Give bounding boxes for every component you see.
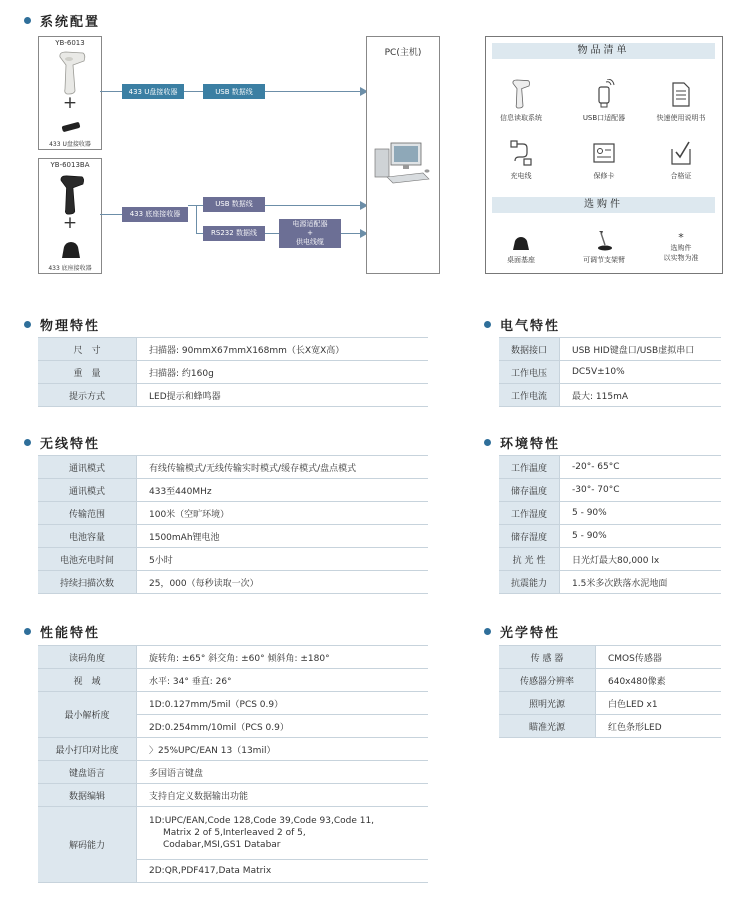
note-star: * xyxy=(678,231,684,244)
warranty-card-icon xyxy=(592,139,616,167)
note-line-2: 以实物为准 xyxy=(663,254,699,262)
charging-base-image xyxy=(59,239,83,259)
electrical-table xyxy=(499,337,721,407)
table-row: 解码能力 1D:UPC/EAN,Code 128,Code 39,Code 93,Code 11, Matrix 2 of 5,Interleaved 2 of 5, Codabar,MSI,GS1 Databar xyxy=(38,807,428,860)
power-line-2: 供电线缆 xyxy=(296,238,324,246)
cable-icon xyxy=(509,139,533,167)
scanner-dark-image xyxy=(57,175,87,215)
manual-icon xyxy=(670,79,692,109)
bullet-dot xyxy=(24,17,31,24)
line-mid xyxy=(100,214,122,215)
tag-rs232-cable: RS232 数据线 xyxy=(203,226,265,241)
section-title-environment: 环境特性 xyxy=(484,433,560,452)
bullet-dot xyxy=(484,628,491,635)
plus-sign-1: + xyxy=(62,93,78,113)
table-row: 瞄准光源 红色条形LED xyxy=(499,715,721,738)
inventory-item-scanner: 信息读取系统 xyxy=(486,79,556,123)
bullet-dot xyxy=(484,321,491,328)
table-row: 抗 光 性 日光灯最大80,000 lx xyxy=(499,548,721,571)
computer-icon xyxy=(373,141,433,187)
table-row: 2D:QR,PDF417,Data Matrix xyxy=(38,860,428,883)
pc-host-box xyxy=(366,36,440,274)
base-caption: 433 底座接收器 xyxy=(48,265,92,272)
decode-1d-cell xyxy=(137,807,429,860)
note-line-1: 选购件 xyxy=(670,244,692,252)
decode-1d-line-1: 1D:UPC/EAN,Code 128,Code 39,Code 93,Code 11, xyxy=(149,816,375,826)
table-row: 读码角度 旋转角: ±65° 斜交角: ±60° 倾斜角: ±180° xyxy=(38,646,428,669)
table-row: 工作电压 DC5V±10% xyxy=(499,361,721,384)
section-title-physical: 物理特性 xyxy=(24,315,100,334)
line-split xyxy=(196,205,197,234)
table-row: 数据编辑 支持自定义数据输出功能 xyxy=(38,784,428,807)
environment-table xyxy=(499,455,721,594)
inventory-item-manual: 快速使用说明书 xyxy=(646,79,716,123)
table-row: 工作温度 -20°- 65°C xyxy=(499,456,721,479)
table-row: 工作湿度 5 - 90% xyxy=(499,502,721,525)
table-row: 储存湿度 5 - 90% xyxy=(499,525,721,548)
usb-adapter-icon xyxy=(593,79,615,109)
table-row: 储存温度 -30°- 70°C xyxy=(499,479,721,502)
inventory-item-charging-cable: 充电线 xyxy=(486,139,556,181)
table-row: 传感器分辨率 640x480像素 xyxy=(499,669,721,692)
bullet-dot xyxy=(24,439,31,446)
stand-arm-icon xyxy=(593,229,615,251)
table-row: 工作电流 最大: 115mA xyxy=(499,384,721,407)
table-row: 数据接口 USB HID键盘口/USB虚拟串口 xyxy=(499,338,721,361)
dongle-caption: 433 U盘接收器 xyxy=(49,141,91,148)
tag-usb-cable-2: USB 数据线 xyxy=(203,197,265,212)
table-row: 电池容量 1500mAh锂电池 xyxy=(38,525,428,548)
physical-table xyxy=(38,337,428,407)
table-row: 照明光源 白色LED x1 xyxy=(499,692,721,715)
power-plus: + xyxy=(307,229,313,237)
bullet-dot xyxy=(24,628,31,635)
table-row: 通讯模式 有线传输模式/无线传输实时模式/缓存模式/盘点模式 xyxy=(38,456,428,479)
table-row: 键盘语言 多国语言键盘 xyxy=(38,761,428,784)
section-title-optical: 光学特性 xyxy=(484,622,560,641)
section-title-electrical: 电气特性 xyxy=(484,315,560,334)
bullet-dot xyxy=(484,439,491,446)
table-row: 电池充电时间 5小时 xyxy=(38,548,428,571)
certificate-icon xyxy=(669,139,693,167)
scanner-white-image xyxy=(57,51,87,95)
table-row: 重 量 扫描器: 约160g xyxy=(38,361,428,384)
usb-dongle-image xyxy=(61,121,81,133)
table-row: 通讯模式 433至440MHz xyxy=(38,479,428,502)
tag-433u-receiver: 433 U盘接收器 xyxy=(122,84,184,99)
optical-table xyxy=(499,645,721,738)
performance-table xyxy=(38,645,428,883)
decode-1d-line-3: Codabar,MSI,GS1 Databar xyxy=(163,840,281,850)
device-box-2 xyxy=(38,158,102,274)
section-title-system: 系统配置 xyxy=(24,11,100,30)
model-label-2: YB-6013BA xyxy=(50,161,90,169)
scanner-icon xyxy=(511,79,531,109)
tag-usb-cable-1: USB 数据线 xyxy=(203,84,265,99)
section-title-performance: 性能特性 xyxy=(24,622,100,641)
table-row: 最小打印对比度 〉25%UPC/EAN 13（13mil） xyxy=(38,738,428,761)
device-box-1 xyxy=(38,36,102,150)
optional-item-stand: 可调节支架臂 xyxy=(569,229,639,265)
table-row: 抗震能力 1.5米多次跌落水泥地面 xyxy=(499,571,721,594)
optional-item-base: 桌面基座 xyxy=(486,235,556,265)
power-line-1: 电源适配器 xyxy=(292,220,328,228)
optional-note xyxy=(646,233,716,263)
table-row: 传 感 器 CMOS传感器 xyxy=(499,646,721,669)
desk-base-icon xyxy=(511,235,531,251)
table-row: 最小解析度 1D:0.127mm/5mil（PCS 0.9） xyxy=(38,692,428,715)
table-row: 尺 寸 扫描器: 90mmX67mmX168mm（长X宽X高） xyxy=(38,338,428,361)
plus-sign-2: + xyxy=(62,213,78,233)
model-label-1: YB-6013 xyxy=(55,39,85,47)
table-row: 持续扫描次数 25，000（每秒读取一次） xyxy=(38,571,428,594)
table-row: 2D:0.254mm/10mil（PCS 0.9） xyxy=(38,715,428,738)
inventory-item-warranty: 保修卡 xyxy=(569,139,639,181)
inventory-item-certificate: 合格证 xyxy=(646,139,716,181)
wireless-table xyxy=(38,455,428,594)
tag-433-base-receiver: 433 底座接收器 xyxy=(122,207,188,222)
section-title-wireless: 无线特性 xyxy=(24,433,100,452)
table-row: 提示方式 LED提示和蜂鸣器 xyxy=(38,384,428,407)
table-row: 传输范围 100米（空旷环境） xyxy=(38,502,428,525)
optional-title: 选购件 xyxy=(492,197,715,213)
decode-1d-line-2: Matrix 2 of 5,Interleaved 2 of 5, xyxy=(163,828,306,838)
inventory-title: 物品清单 xyxy=(492,43,715,59)
table-row: 视 域 水平: 34° 垂直: 26° xyxy=(38,669,428,692)
tag-power-adapter xyxy=(279,219,341,248)
bullet-dot xyxy=(24,321,31,328)
inventory-box xyxy=(485,36,723,274)
pc-label: PC(主机) xyxy=(384,48,422,58)
inventory-item-usb-adapter: USB口适配器 xyxy=(569,79,639,123)
